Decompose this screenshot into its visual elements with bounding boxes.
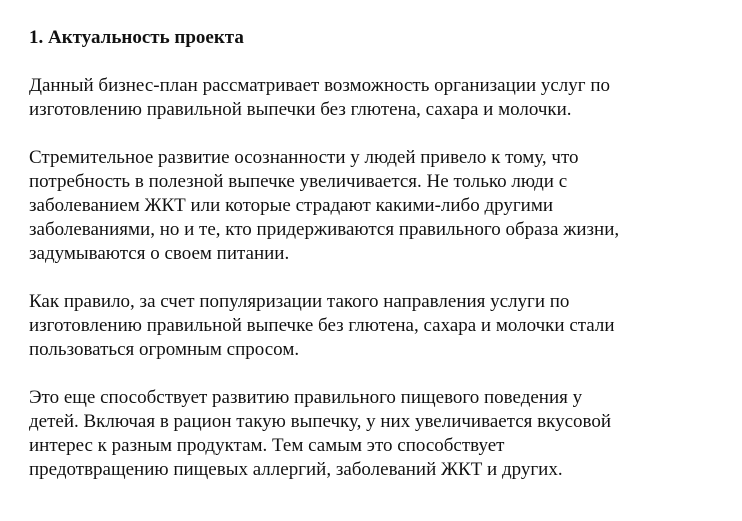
paragraph-awareness: [29, 146, 719, 266]
text-line: заболеваниями, но и те, кто придерживаются правильного образа жизни,: [29, 219, 620, 240]
text-line: Данный бизнес-план рассматривает возможность организации услуг по: [29, 75, 610, 96]
paragraph-demand: [29, 290, 719, 362]
paragraph-children: [29, 386, 719, 482]
text-line: детей. Включая в рацион такую выпечку, у них увеличивается вкусовой: [29, 411, 612, 432]
text-line: изготовлению правильной выпечки без глютена, сахара и молочки.: [29, 99, 572, 120]
text-line: Как правило, за счет популяризации такого направления услуги по: [29, 291, 570, 312]
text-line: изготовлению правильной выпечке без глютена, сахара и молочки стали: [29, 315, 615, 336]
section-heading: 1. Актуальность проекта: [29, 27, 244, 48]
text-line: Стремительное развитие осознанности у людей привело к тому, что: [29, 147, 579, 168]
text-line: Это еще способствует развитию правильного пищевого поведения у: [29, 387, 583, 408]
text-line: задумываются о своем питании.: [29, 243, 290, 264]
text-line: заболеванием ЖКТ или которые страдают какими-либо другими: [29, 195, 554, 216]
text-line: пользоваться огромным спросом.: [29, 339, 300, 360]
paragraph-intro: [29, 74, 719, 122]
document-body: [29, 26, 719, 482]
text-line: предотвращению пищевых аллергий, заболеваний ЖКТ и других.: [29, 459, 563, 480]
text-line: интерес к разным продуктам. Тем самым это способствует: [29, 435, 505, 456]
text-line: потребность в полезной выпечке увеличивается. Не только люди с: [29, 171, 568, 192]
